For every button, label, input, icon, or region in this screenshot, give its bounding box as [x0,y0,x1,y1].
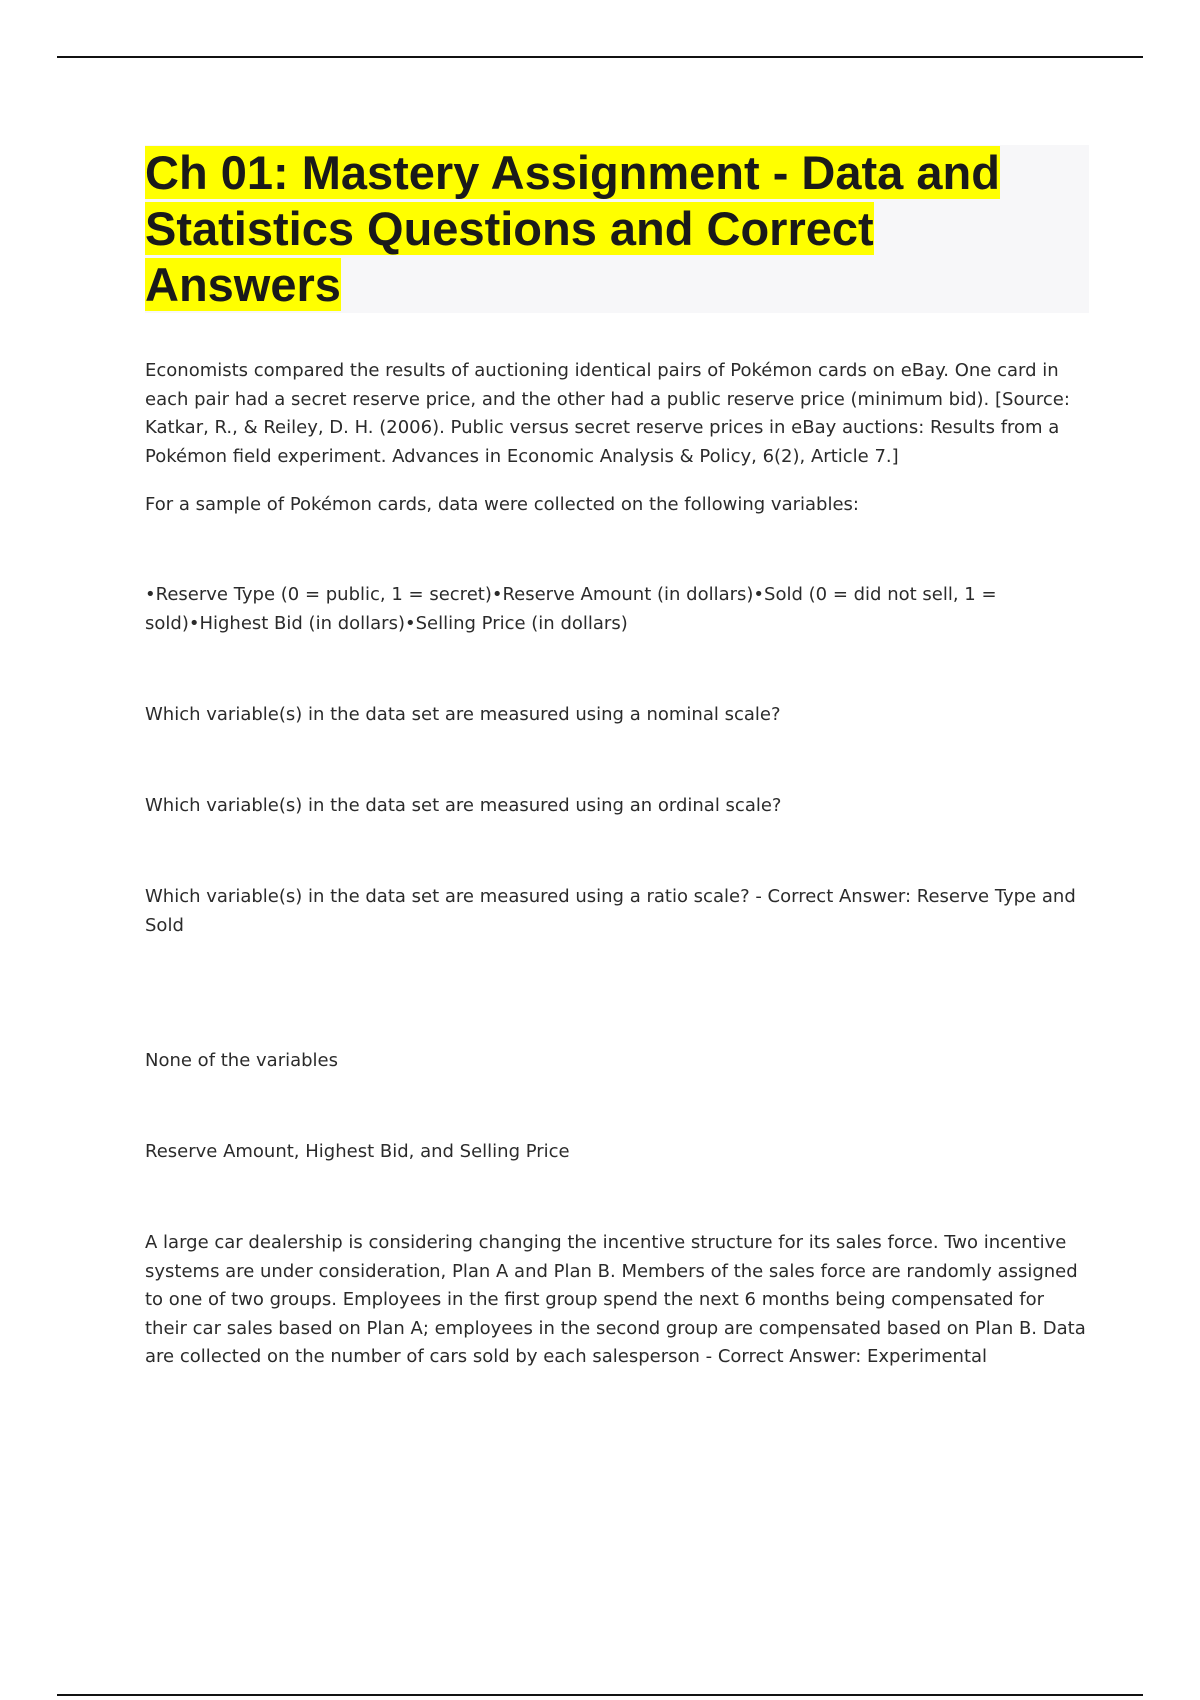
question-nominal-scale: Which variable(s) in the data set are measured using a nominal scale? [145,704,781,725]
paragraph-car-dealership: A large car dealership is considering changing the incentive structure for its sales force. Two incentive systems are under consideration, Plan A and Plan B. Members of the sales force are randomly assigned to one of two groups. Employees in the first group spend the next 6 months being compensated for their car sales based on Plan A; employees in the second group are compensated based on Plan B. Data are collected on the number of cars sold by each salesperson - Correct Answer: Experimental [145,1232,1086,1367]
answer-reserve-amount: Reserve Amount, Highest Bid, and Selling Price [145,1141,570,1162]
answer-none-of-variables: None of the variables [145,1050,339,1071]
title-block [145,145,1089,313]
paragraph-pokemon-intro: Economists compared the results of auctioning identical pairs of Pokémon cards on eBay. One card in each pair had a secret reserve price, and the other had a public reserve price (minimum bid). [Source: Katkar, R., & Reiley, D. H. (2006). Public versus secret reserve prices in eBay auctions: Results from a Pokémon field experiment. Advances in Economic Analysis & Policy, 6(2), Article 7.] [145,360,1070,467]
question-ordinal-scale: Which variable(s) in the data set are measured using an ordinal scale? [145,795,782,816]
question-ratio-scale: Which variable(s) in the data set are measured using a ratio scale? - Correct Answer: Reserve Type and Sold [145,886,1076,936]
title-highlight: Ch 01: Mastery Assignment - Data and Statistics Questions and Correct Answers [145,146,1000,311]
bottom-rule [57,1694,1143,1696]
document-title [145,145,1045,313]
top-rule [57,56,1143,58]
paragraph-variables-intro: For a sample of Pokémon cards, data were collected on the following variables: [145,494,859,515]
paragraph-variable-list: •Reserve Type (0 = public, 1 = secret)•Reserve Amount (in dollars)•Sold (0 = did not sell, 1 = sold)•Highest Bid (in dollars)•Selling Price (in dollars) [145,584,997,634]
